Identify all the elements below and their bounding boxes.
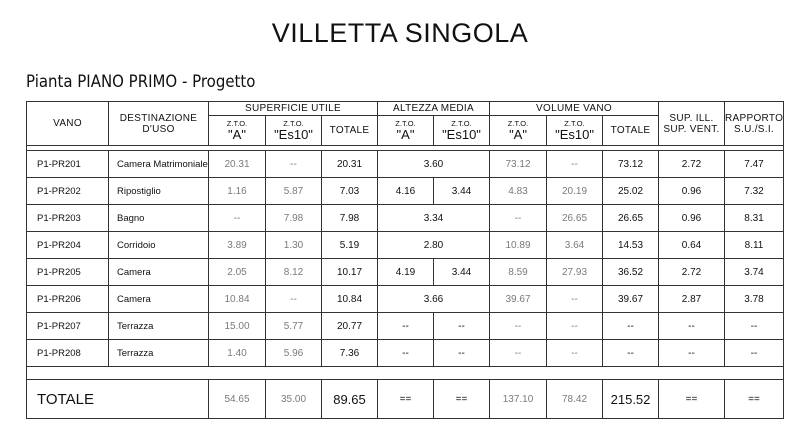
total-rapporto: ==	[725, 380, 784, 419]
cell-v-totale: --	[603, 313, 659, 340]
header-superficie: SUPERFICIE UTILE	[209, 102, 378, 116]
cell-su-totale: 10.17	[322, 259, 378, 286]
total-label: TOTALE	[27, 380, 209, 419]
cell-sup-ill: 2.87	[659, 286, 725, 313]
cell-v-es10: 20.19	[547, 178, 603, 205]
cell-su-es10: 7.98	[266, 205, 322, 232]
cell-su-a: 20.31	[209, 151, 266, 178]
total-su-totale: 89.65	[322, 380, 378, 419]
zone-a-label: "A"	[509, 126, 527, 142]
total-row	[27, 380, 784, 419]
cell-rapporto: 7.32	[725, 178, 784, 205]
zto-label: Z.T.O.	[451, 118, 472, 128]
cell-v-es10: --	[547, 286, 603, 313]
cell-altezza: 3.66	[378, 286, 490, 313]
header-destinazione: DESTINAZIONE D'USO	[109, 102, 209, 146]
cell-su-totale: 20.31	[322, 151, 378, 178]
cell-vano: P1-PR202	[27, 178, 109, 205]
cell-sup-ill: 0.64	[659, 232, 725, 259]
zone-es10-label: "Es10"	[274, 126, 313, 142]
total-sup-ill: ==	[659, 380, 725, 419]
header-su-a	[209, 116, 266, 146]
cell-h-es10: --	[434, 340, 490, 367]
cell-su-a: 1.16	[209, 178, 266, 205]
cell-destinazione: Camera Matrimoniale	[109, 151, 209, 178]
total-su-a: 54.65	[209, 380, 266, 419]
cell-sup-ill: 0.96	[659, 205, 725, 232]
header-altezza: ALTEZZA MEDIA	[378, 102, 490, 116]
cell-su-totale: 5.19	[322, 232, 378, 259]
cell-v-a: 8.59	[490, 259, 547, 286]
cell-destinazione: Bagno	[109, 205, 209, 232]
zto-label: Z.T.O.	[395, 118, 416, 128]
total-h-a: ==	[378, 380, 434, 419]
total-v-a: 137.10	[490, 380, 547, 419]
cell-v-totale: 36.52	[603, 259, 659, 286]
cell-altezza: 2.80	[378, 232, 490, 259]
cell-su-es10: 8.12	[266, 259, 322, 286]
cell-h-es10: 3.44	[434, 178, 490, 205]
cell-v-totale: 14.53	[603, 232, 659, 259]
cell-destinazione: Camera	[109, 259, 209, 286]
cell-rapporto: --	[725, 340, 784, 367]
cell-v-totale: 26.65	[603, 205, 659, 232]
cell-su-totale: 7.98	[322, 205, 378, 232]
cell-v-totale: 39.67	[603, 286, 659, 313]
cell-h-a: 4.16	[378, 178, 434, 205]
room-table	[26, 101, 784, 419]
zone-a-label: "A"	[228, 126, 246, 142]
table-row	[27, 340, 784, 367]
cell-rapporto: 8.31	[725, 205, 784, 232]
spacer-cell	[27, 367, 784, 380]
cell-v-a: 39.67	[490, 286, 547, 313]
header-sup-vent-line2: SUP. VENT.	[663, 123, 720, 135]
cell-vano: P1-PR205	[27, 259, 109, 286]
header-rapporto-line2: S.U./S.I.	[734, 123, 774, 135]
cell-vano: P1-PR207	[27, 313, 109, 340]
cell-v-a: --	[490, 205, 547, 232]
cell-altezza: 3.34	[378, 205, 490, 232]
cell-su-totale: 7.36	[322, 340, 378, 367]
cell-destinazione: Camera	[109, 286, 209, 313]
header-v-totale: TOTALE	[603, 116, 659, 146]
table-row	[27, 286, 784, 313]
table-row	[27, 151, 784, 178]
cell-su-es10: 5.77	[266, 313, 322, 340]
zone-a-label: "A"	[396, 126, 415, 142]
cell-destinazione: Terrazza	[109, 340, 209, 367]
cell-destinazione: Terrazza	[109, 313, 209, 340]
table-row	[27, 232, 784, 259]
header-volume: VOLUME VANO	[490, 102, 659, 116]
header-vano: VANO	[27, 102, 109, 146]
total-h-es10: ==	[434, 380, 490, 419]
cell-su-es10: --	[266, 151, 322, 178]
table-row	[27, 205, 784, 232]
cell-rapporto: --	[725, 313, 784, 340]
header-h-es10	[434, 116, 490, 146]
cell-v-es10: --	[547, 313, 603, 340]
zto-label: Z.T.O.	[283, 118, 304, 128]
header-su-es10	[266, 116, 322, 146]
cell-rapporto: 3.78	[725, 286, 784, 313]
cell-v-es10: 26.65	[547, 205, 603, 232]
total-v-es10: 78.42	[547, 380, 603, 419]
zone-es10-label: "Es10"	[555, 126, 594, 142]
cell-v-a: 73.12	[490, 151, 547, 178]
header-v-a	[490, 116, 547, 146]
page-title: VILLETTA SINGOLA	[271, 18, 529, 48]
cell-rapporto: 3.74	[725, 259, 784, 286]
table-row	[27, 178, 784, 205]
cell-su-es10: 5.96	[266, 340, 322, 367]
cell-su-a: --	[209, 205, 266, 232]
zto-label: Z.T.O.	[564, 118, 585, 128]
header-v-es10	[547, 116, 603, 146]
header-rapporto	[725, 102, 784, 146]
cell-su-totale: 10.84	[322, 286, 378, 313]
cell-sup-ill: --	[659, 340, 725, 367]
cell-su-es10: 5.87	[266, 178, 322, 205]
cell-v-es10: --	[547, 151, 603, 178]
cell-vano: P1-PR203	[27, 205, 109, 232]
zto-label: Z.T.O.	[226, 118, 248, 128]
header-su-totale: TOTALE	[322, 116, 378, 146]
cell-destinazione: Ripostiglio	[109, 178, 209, 205]
zto-label: Z.T.O.	[507, 118, 529, 128]
cell-rapporto: 7.47	[725, 151, 784, 178]
header-sup-ill	[659, 102, 725, 146]
cell-h-a: --	[378, 313, 434, 340]
cell-v-a: --	[490, 340, 547, 367]
cell-rapporto: 8.11	[725, 232, 784, 259]
cell-v-a: 10.89	[490, 232, 547, 259]
zone-es10-label: "Es10"	[442, 126, 481, 142]
cell-su-totale: 7.03	[322, 178, 378, 205]
cell-v-es10: 27.93	[547, 259, 603, 286]
cell-vano: P1-PR201	[27, 151, 109, 178]
table-row	[27, 313, 784, 340]
cell-su-a: 3.89	[209, 232, 266, 259]
cell-h-es10: --	[434, 313, 490, 340]
cell-su-a: 10.84	[209, 286, 266, 313]
cell-su-a: 2.05	[209, 259, 266, 286]
table-row	[27, 259, 784, 286]
plan-subtitle: Pianta PIANO PRIMO - Progetto	[26, 72, 256, 92]
cell-su-totale: 20.77	[322, 313, 378, 340]
total-su-es10: 35.00	[266, 380, 322, 419]
total-v-totale: 215.52	[603, 380, 659, 419]
header-rapporto-line1: RAPPORTO	[725, 112, 784, 124]
cell-v-es10: 3.64	[547, 232, 603, 259]
cell-h-a: 4.19	[378, 259, 434, 286]
cell-v-totale: 25.02	[603, 178, 659, 205]
cell-vano: P1-PR204	[27, 232, 109, 259]
cell-sup-ill: --	[659, 313, 725, 340]
cell-h-es10: 3.44	[434, 259, 490, 286]
total-spacer	[27, 367, 784, 380]
cell-su-es10: --	[266, 286, 322, 313]
cell-v-a: 4.83	[490, 178, 547, 205]
cell-vano: P1-PR208	[27, 340, 109, 367]
cell-v-totale: 73.12	[603, 151, 659, 178]
cell-su-es10: 1.30	[266, 232, 322, 259]
cell-v-es10: --	[547, 340, 603, 367]
cell-sup-ill: 2.72	[659, 151, 725, 178]
cell-h-a: --	[378, 340, 434, 367]
cell-su-a: 1.40	[209, 340, 266, 367]
cell-v-totale: --	[603, 340, 659, 367]
cell-vano: P1-PR206	[27, 286, 109, 313]
cell-sup-ill: 2.72	[659, 259, 725, 286]
cell-sup-ill: 0.96	[659, 178, 725, 205]
header-h-a	[378, 116, 434, 146]
cell-v-a: --	[490, 313, 547, 340]
cell-altezza: 3.60	[378, 151, 490, 178]
cell-destinazione: Corridoio	[109, 232, 209, 259]
header-sup-ill-line1: SUP. ILL.	[669, 112, 714, 124]
cell-su-a: 15.00	[209, 313, 266, 340]
